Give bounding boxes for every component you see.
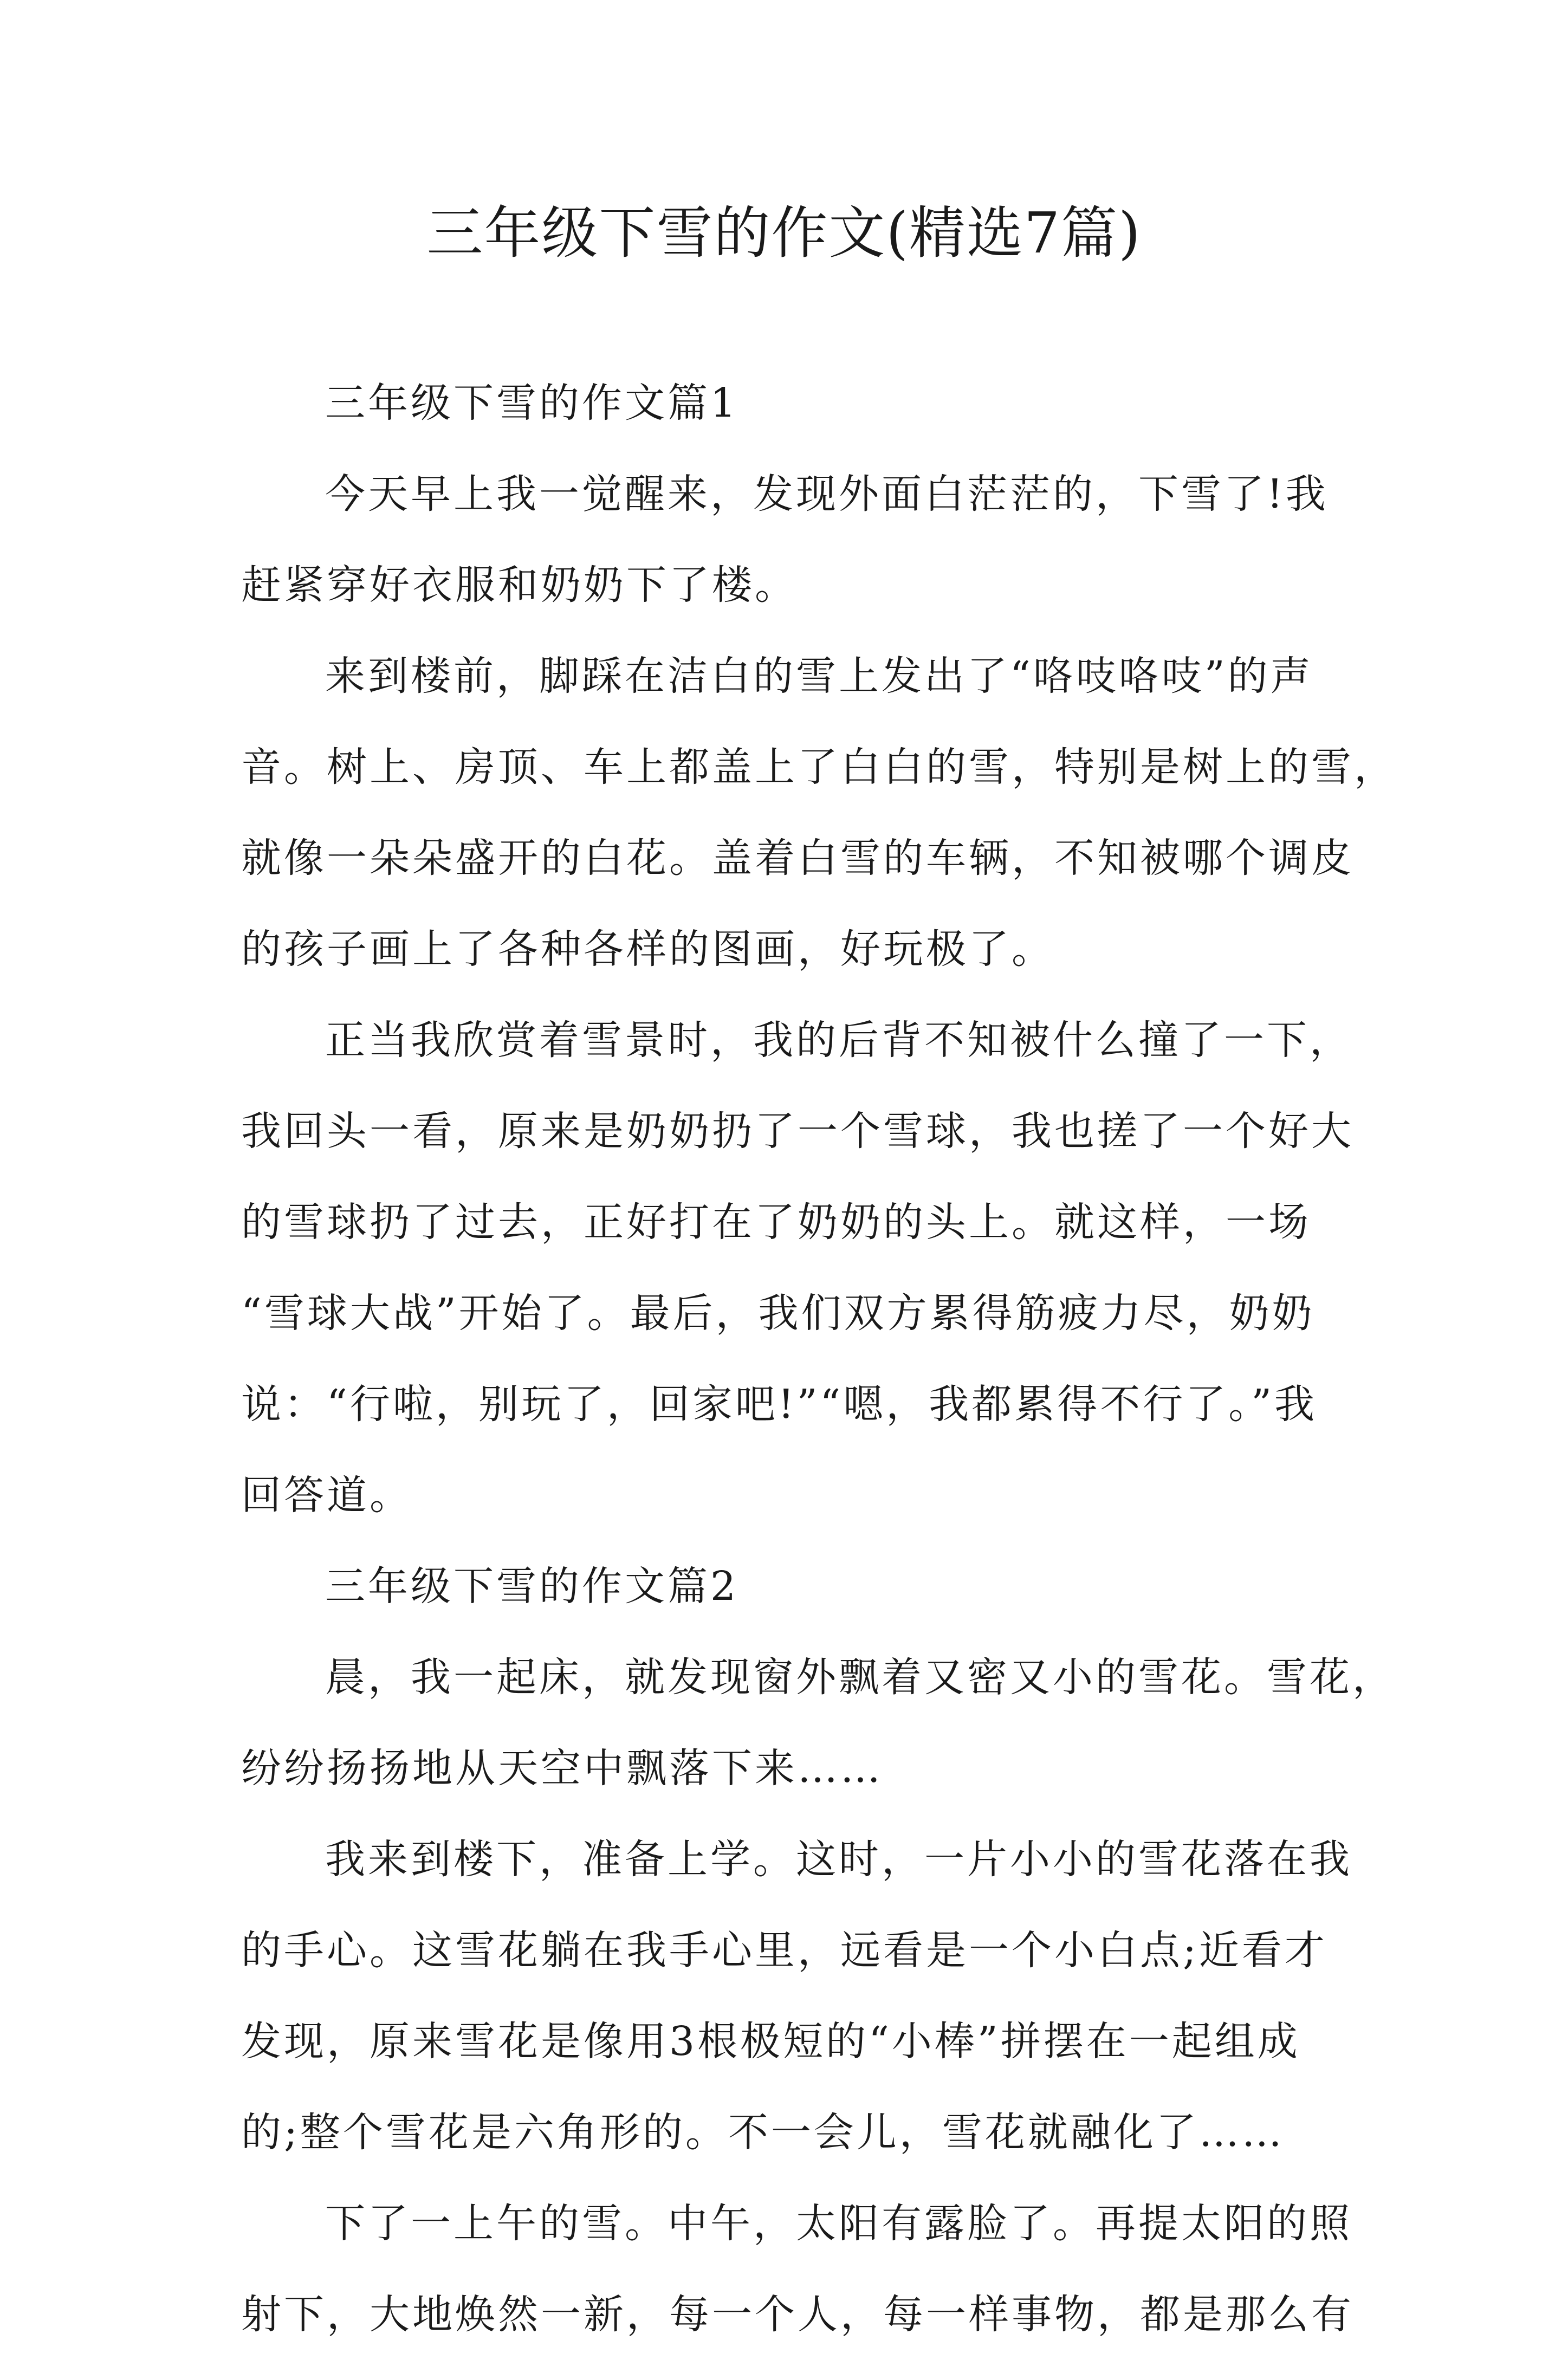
text-line: 正当我欣赏着雪景时，我的后背不知被什么撞了一下， xyxy=(325,1017,1352,1064)
text-line: 的雪球扔了过去，正好打在了奶奶的头上。就这样，一场 xyxy=(241,1199,1311,1246)
text-line: 三年级下雪的作文篇1 xyxy=(325,380,739,426)
text-line: 来到楼前，脚踩在洁白的雪上发出了“咯吱咯吱”的声 xyxy=(325,653,1313,699)
text-line: 发现，原来雪花是像用3根极短的“小棒”拼摆在一起组成 xyxy=(241,2018,1300,2065)
text-line: 三年级下雪的作文篇2 xyxy=(325,1563,739,1610)
text-line: 赶紧穿好衣服和奶奶下了楼。 xyxy=(241,562,798,608)
text-line: 今天早上我一觉醒来，发现外面白茫茫的，下雪了!我 xyxy=(325,471,1329,517)
text-line: 音。树上、房顶、车上都盖上了白白的雪，特别是树上的雪， xyxy=(241,744,1397,790)
text-line: 我回头一看，原来是奶奶扔了一个雪球，我也搓了一个好大 xyxy=(241,1108,1354,1155)
document-title: 三年级下雪的作文(精选7篇) xyxy=(426,200,1142,266)
text-line: 说：“行啦，别玩了，回家吧!”“嗯，我都累得不行了。”我 xyxy=(241,1381,1318,1428)
text-line: 我来到楼下，准备上学。这时，一片小小的雪花落在我 xyxy=(325,1836,1352,1883)
text-line: 射下，大地焕然一新，每一个人，每一样事物，都是那么有 xyxy=(241,2291,1354,2338)
text-line: 回答道。 xyxy=(241,1472,412,1519)
text-line: 的手心。这雪花躺在我手心里，远看是一个小白点;近看才 xyxy=(241,1927,1327,1974)
text-line: 就像一朵朵盛开的白花。盖着白雪的车辆，不知被哪个调皮 xyxy=(241,835,1354,881)
text-line: 下了一上午的雪。中午，太阳有露脸了。再提太阳的照 xyxy=(325,2200,1352,2247)
text-line: 的;整个雪花是六角形的。不一会儿，雪花就融化了…… xyxy=(241,2109,1285,2156)
text-line: 的孩子画上了各种各样的图画，好玩极了。 xyxy=(241,926,1054,972)
text-line: “雪球大战”开始了。最后，我们双方累得筋疲力尽，奶奶 xyxy=(241,1290,1315,1337)
document-body xyxy=(241,358,1397,2360)
text-line: 纷纷扬扬地从天空中飘落下来…… xyxy=(241,1745,883,1792)
text-line: 晨，我一起床，就发现窗外飘着又密又小的雪花。雪花， xyxy=(325,1654,1395,1701)
